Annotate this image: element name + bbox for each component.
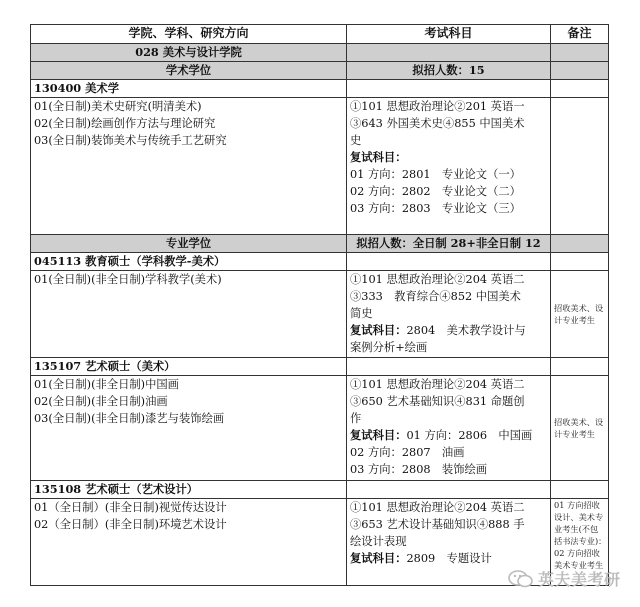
exam-130400 <box>347 98 551 235</box>
direction: 02(全日制)(非全日制)油画 <box>34 395 168 408</box>
retest-title: 复试科目： <box>350 150 407 164</box>
directions-135107 <box>31 376 347 481</box>
note-line: 美术专业考生 <box>554 560 604 570</box>
exam-line: ①101 思想政治理论②204 英语二 <box>350 378 525 391</box>
exam-line: ①101 思想政治理论②201 英语一 <box>350 100 525 113</box>
detail-row-130400 <box>31 98 609 235</box>
retest-title: 复试科目： <box>350 551 407 565</box>
directions-130400 <box>31 98 347 235</box>
professional-quota: 拟招人数：全日制 28+非全日制 12 <box>347 235 551 253</box>
exam-line: ③653 艺术设计基础知识④888 手 <box>350 518 525 531</box>
academic-label: 学术学位 <box>31 62 347 80</box>
retest-line: 02 方向：2807 油画 <box>350 446 465 459</box>
exam-135107 <box>347 376 551 481</box>
academic-row <box>31 62 609 80</box>
major-row-130400 <box>31 80 609 98</box>
retest-line: 03 方向：2808 装饰绘画 <box>350 463 488 476</box>
note-line: 招收美术、设 <box>554 303 604 313</box>
major-row-135107 <box>31 358 609 376</box>
note-line: 02 方向招收 <box>554 548 600 558</box>
note-line: 业考生(不包 <box>554 524 599 534</box>
note-line: 设计、美术专 <box>554 512 604 522</box>
header-remark: 备注 <box>551 25 609 44</box>
watermark-text: 英夫美考研 <box>538 570 621 589</box>
exam-line: ①101 思想政治理论②204 英语二 <box>350 273 525 286</box>
retest-title: 复试科目： <box>350 428 407 442</box>
major-135107: 135107 艺术硕士（美术） <box>31 358 347 376</box>
exam-line: 作 <box>350 412 362 425</box>
directions-045113 <box>31 271 347 358</box>
detail-row-135107 <box>31 376 609 481</box>
major-045113: 045113 教育硕士（学科教学-美术） <box>31 253 347 271</box>
retest-line: 02 方向：2802 专业论文（二） <box>350 185 521 198</box>
school-row <box>31 44 609 62</box>
exam-line: 绘设计表现 <box>350 535 407 548</box>
retest-title: 复试科目： <box>350 323 407 337</box>
retest-line: 03 方向：2803 专业论文（三） <box>350 202 521 215</box>
direction: 02(全日制)绘画创作方法与理论研究 <box>34 117 216 130</box>
academic-quota: 拟招人数：15 <box>347 62 551 80</box>
retest-line: 案例分析+绘画 <box>350 341 428 354</box>
watermark <box>508 567 621 590</box>
professional-label: 专业学位 <box>31 235 347 253</box>
major-135108: 135108 艺术硕士（艺术设计） <box>31 481 347 499</box>
direction: 01(全日制)(非全日制)中国画 <box>34 378 179 391</box>
retest-line: 2809 专题设计 <box>406 552 492 565</box>
major-row-045113 <box>31 253 609 271</box>
note-line: 招收美术、设 <box>554 417 604 427</box>
direction: 02（全日制）(非全日制)环境艺术设计 <box>34 518 227 531</box>
exam-line: 史 <box>350 134 362 147</box>
note-line: 01 方向招收 <box>554 500 600 510</box>
detail-row-045113 <box>31 271 609 358</box>
note-line: 计专业考生 <box>554 315 595 325</box>
note-line: 计专业考生 <box>554 429 595 439</box>
exam-line: ③333 教育综合④852 中国美术 <box>350 290 521 303</box>
exam-line: ③643 外国美术史④855 中国美术 <box>350 117 525 130</box>
table-header-row <box>31 25 609 44</box>
directions-135108 <box>31 499 347 586</box>
header-exam: 考试科目 <box>347 25 551 44</box>
note-line: 括书法专业)： <box>554 536 607 546</box>
retest-line: 01 方向：2806 中国画 <box>406 429 533 442</box>
note-045113 <box>551 271 609 358</box>
retest-line: 2804 美术教学设计与 <box>406 324 526 337</box>
header-college: 学院、学科、研究方向 <box>31 25 347 44</box>
professional-row <box>31 235 609 253</box>
exam-line: 简史 <box>350 307 373 320</box>
direction: 01(全日制)美术史研究(明清美术) <box>34 100 202 113</box>
major-row-135108 <box>31 481 609 499</box>
direction: 01（全日制）(非全日制)视觉传达设计 <box>34 501 227 514</box>
exam-line: ①101 思想政治理论②204 英语二 <box>350 501 525 514</box>
retest-line: 01 方向：2801 专业论文（一） <box>350 168 521 181</box>
admissions-table <box>30 24 609 586</box>
school-name: 028 美术与设计学院 <box>31 44 347 62</box>
direction: 03(全日制)(非全日制)漆艺与装饰绘画 <box>34 412 225 425</box>
exam-line: ③650 艺术基础知识④831 命题创 <box>350 395 525 408</box>
direction: 03(全日制)装饰美术与传统手工艺研究 <box>34 134 227 147</box>
exam-045113 <box>347 271 551 358</box>
direction: 01(全日制)(非全日制)学科教学(美术) <box>34 273 222 286</box>
major-130400: 130400 美术学 <box>31 80 347 98</box>
note-135107 <box>551 376 609 481</box>
wechat-icon <box>508 570 534 588</box>
